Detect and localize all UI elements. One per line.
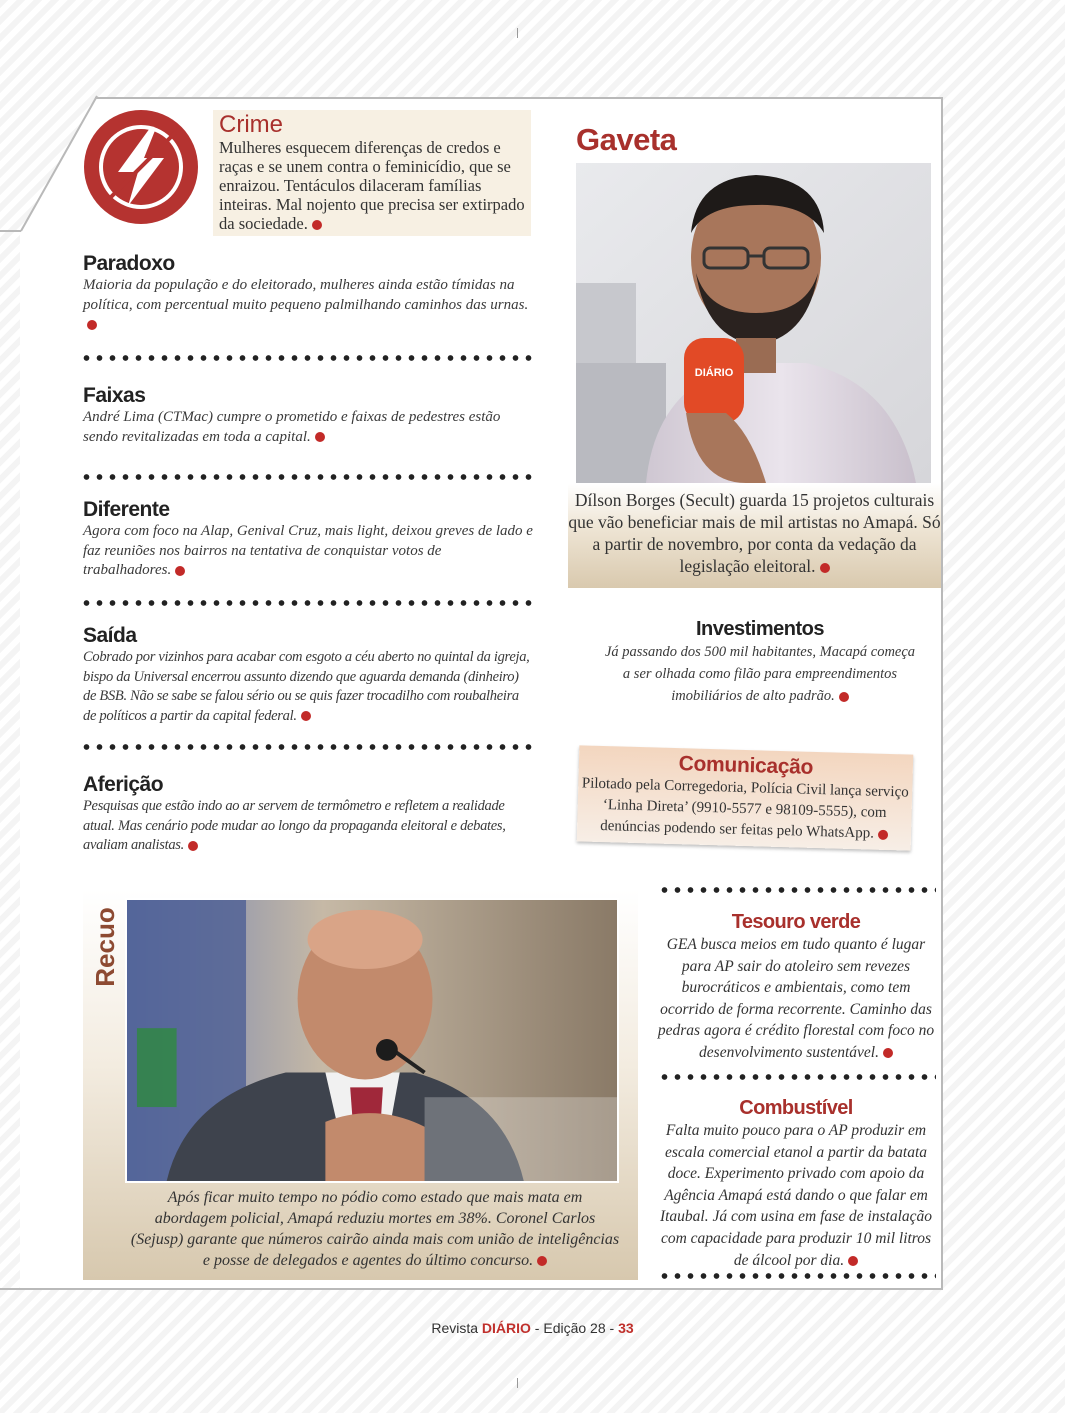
- end-dot: [848, 1256, 858, 1266]
- crime-title: Crime: [219, 111, 283, 138]
- note-text: André Lima (CTMac) cumpre o prometido e faixas de pedestres estão sendo revitalizadas em toda a capital.: [83, 409, 501, 445]
- note-text: Pesquisas que estão indo ao ar servem de termômetro e refletem a realidade atual. Mas cenário pode mudar ao longo da propaganda eleitoral e debates, avaliam analistas.: [83, 798, 506, 853]
- end-dot: [175, 566, 185, 576]
- tesouro-title: Tesouro verde: [731, 911, 861, 933]
- end-dot: [878, 829, 888, 839]
- recuo-label: Recuo: [90, 907, 120, 987]
- frame-line: [941, 97, 943, 1289]
- note-faixas: [83, 384, 533, 447]
- end-dot: [315, 432, 325, 442]
- end-dot: [537, 1256, 547, 1266]
- crop-mark: [517, 1378, 518, 1388]
- invest-title: Investimentos: [696, 618, 824, 640]
- footer: [0, 1320, 1065, 1336]
- note-paradoxo: [83, 252, 533, 335]
- combustivel: [655, 1096, 937, 1271]
- note-afericao: [83, 773, 533, 856]
- dotted-divider: [80, 473, 535, 481]
- end-dot: [87, 320, 97, 330]
- recuo-caption: Após ficar muito tempo no pódio como estado que mais mata em abordagem policial, Amapá reduziu mortes em 38%. Coronel Carlos (Sejusp) garante que números cairão ainda mais com união de inteligências e posse de delegados e agentes do último concurso.: [130, 1189, 620, 1269]
- note-title: Aferição: [83, 773, 164, 796]
- end-dot: [820, 563, 830, 573]
- dotted-divider: [80, 599, 535, 607]
- note-text: Maioria da população e do eleitorado, mulheres ainda estão tímidas na política, com percentual muito pequeno palmilhando caminhos das urnas.: [83, 276, 533, 335]
- recuo-photo: [125, 898, 619, 1183]
- investimentos: [600, 618, 920, 707]
- crime-box: [213, 110, 531, 236]
- crime-text: Mulheres esquecem diferenças de credos e raças e se unem contra o feminicídio, que se enraizou. Tentáculos dilaceram famílias inteiras. Mal nojento que precisa ser extirpado da sociedade.: [219, 138, 525, 233]
- note-diferente: [83, 498, 533, 581]
- combustivel-text: Falta muito pouco para o AP produzir em escala comercial etanol a partir da batata doce. Experimento privado com apoio da Agência Amapá está dando o que falar em Itaubal. Já com usina em fase de instalação com capacidade para produzir 10 mil litros de álcool por dia.: [659, 1122, 933, 1269]
- combustivel-title: Combustível: [739, 1097, 853, 1119]
- note-title: Saída: [83, 624, 137, 647]
- crop-mark: [517, 28, 518, 38]
- comm-text: Pilotado pela Corregedoria, Polícia Civil lança serviço ‘Linha Direta’ (9910-5577 e 98109-5555), com denúncias podendo ser feitas pelo WhatsApp.: [581, 775, 909, 842]
- invest-text: Já passando dos 500 mil habitantes, Macapá começa a ser olhada como filão para empreendimentos imobiliários de alto padrão.: [604, 644, 916, 704]
- gaveta-photo: [576, 163, 931, 483]
- page-number: 33: [618, 1320, 634, 1336]
- mic-logo: DIÁRIO: [694, 367, 734, 379]
- footer-brand: DIÁRIO: [481, 1320, 531, 1336]
- end-dot: [301, 711, 311, 721]
- dotted-divider: [658, 886, 936, 894]
- note-title: Diferente: [83, 498, 170, 521]
- comunicacao-box: [577, 745, 914, 850]
- dotted-divider: [80, 743, 535, 751]
- gaveta-title: Gaveta: [576, 122, 677, 157]
- end-dot: [839, 692, 849, 702]
- end-dot: [188, 841, 198, 851]
- note-saida: [83, 624, 533, 726]
- footer-edition: - Edição 28 -: [530, 1320, 619, 1336]
- dotted-divider: [658, 1073, 936, 1081]
- tesouro-text: GEA busca meios em tudo quanto é lugar para AP sair do atoleiro sem revezes burocráticos e ambientais, como tem ocorrido de forma recorrente. Caminho das pedras agora é crédito florestal com foco no desenvolvimento sustentável.: [657, 936, 935, 1061]
- frame-line: [95, 97, 943, 99]
- note-text: Agora com foco na Alap, Genival Cruz, mais light, deixou greves de lado e faz reuniões nos bairros na tentativa de conquistar votos de trabalhadores.: [83, 523, 533, 578]
- end-dot: [883, 1048, 893, 1058]
- note-title: Faixas: [83, 384, 146, 407]
- gaveta-caption: Dílson Borges (Secult) guarda 15 projetos culturais que vão beneficiar mais de mil artistas no Amapá. Só a partir de novembro, por conta da vedação da legislação eleitoral.: [568, 484, 941, 588]
- end-dot: [312, 220, 322, 230]
- dotted-divider: [80, 354, 535, 362]
- tesouro-verde: [655, 910, 937, 1064]
- comm-title: Comunicação: [678, 752, 814, 779]
- note-title: Paradoxo: [83, 252, 175, 275]
- frame-line: [0, 1288, 943, 1290]
- dotted-divider: [658, 1272, 936, 1280]
- note-text: Cobrado por vizinhos para acabar com esgoto a céu aberto no quintal da igreja, bispo da Universal encerrou assunto dizendo que aguarda demanda (dinheiro) de BSB. Não se sabe se falou sério ou se quis fazer trocadilho com roubalheira de políticos a partir da capital federal.: [83, 649, 530, 724]
- footer-prefix: Revista: [431, 1320, 482, 1336]
- lightning-icon: [82, 108, 200, 226]
